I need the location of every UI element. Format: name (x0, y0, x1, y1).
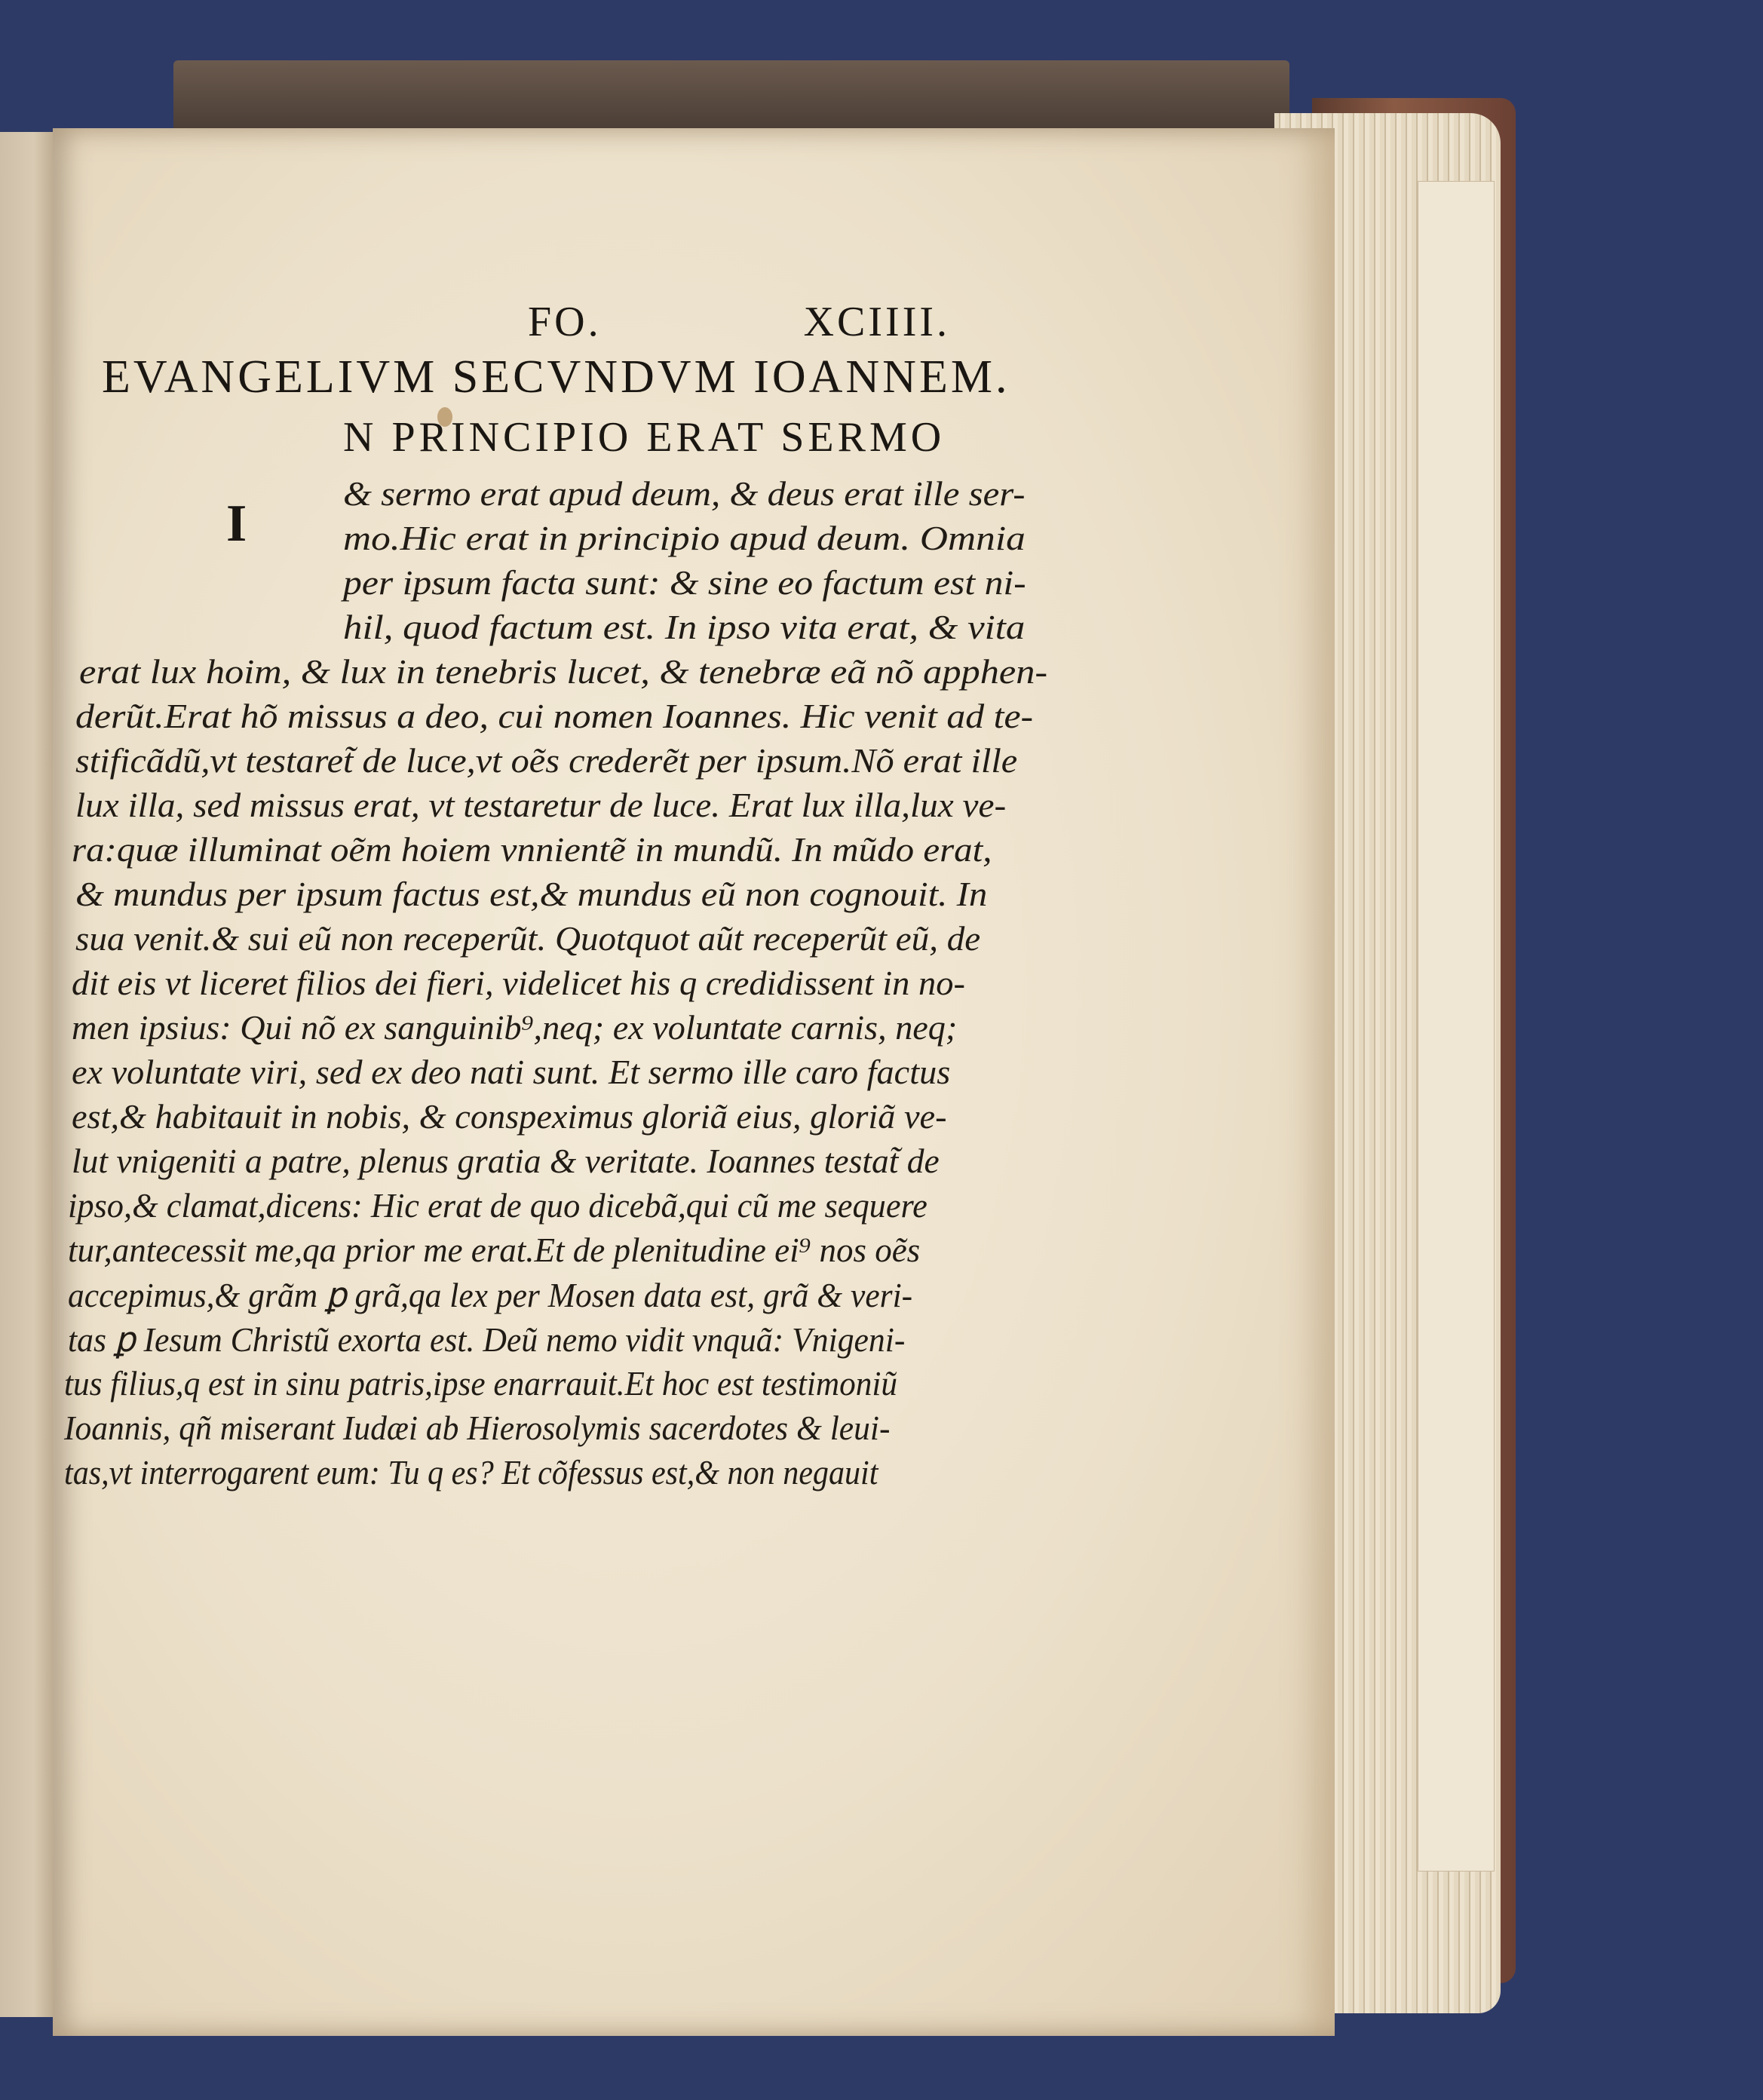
text-line: erat lux hoim, & lux in tenebris lucet, & tenebræ eã nõ apphen- (79, 652, 1048, 691)
text-line: ex voluntate viri, sed ex deo nati sunt. Et sermo ille caro factus (72, 1053, 951, 1091)
text-line: lut vnigeniti a patre, plenus gratia & veritate. Ioannes testat̃ de (72, 1142, 940, 1180)
book-cover-top (173, 60, 1289, 132)
text-line: accepimus,& grãm ꝑ grã,qa lex per Mosen data est, grã & veri- (68, 1276, 913, 1314)
text-line: tus filius,q est in sinu patris,ipse enarrauit.Et hoc est testimoniũ (64, 1364, 898, 1403)
page-title: EVANGELIVM SECVNDVM IOANNEM. (102, 351, 1010, 403)
text-line: & sermo erat apud deum, & deus erat ille ser- (343, 474, 1026, 513)
text-line: sua venit.& sui eũ non receperũt. Quotquot aũt receperũt eũ, de (75, 919, 981, 958)
folio-header (528, 298, 950, 346)
text-line: tur,antecessit me,qa prior me erat.Et de plenitudine ei⁹ nos oẽs (68, 1231, 921, 1269)
text-line: ra:quæ illuminat oẽm hoiem vnnientẽ in mundũ. In mũdo erat, (72, 830, 992, 869)
text-line: tas ꝑ Iesum Christũ exorta est. Deũ nemo vidit vnquã: Vnigeni- (68, 1320, 906, 1359)
initial-letter: I (226, 495, 247, 553)
text-line: est,& habitauit in nobis, & conspeximus gloriã eius, gloriã ve- (72, 1097, 947, 1136)
text-line: per ipsum facta sunt: & sine eo factum est ni- (343, 563, 1026, 602)
text-line: mo.Hic erat in principio apud deum. Omnia (343, 519, 1026, 557)
text-line: hil, quod factum est. In ipso vita erat, & vita (343, 608, 1026, 646)
text-line: stificãdũ,vt testaret̃ de luce,vt oẽs crederẽt per ipsum.Nõ erat ille (75, 741, 1018, 780)
text-line: men ipsius: Qui nõ ex sanguinib⁹,neq; ex voluntate carnis, neq; (72, 1008, 958, 1047)
left-page-edge (0, 132, 57, 2017)
incipit: N PRINCIPIO ERAT SERMO (343, 414, 946, 461)
text-line: tas,vt interrogarent eum: Tu q es? Et cõfessus est,& non negauit (64, 1453, 878, 1491)
text-line: derũt.Erat hõ missus a deo, cui nomen Ioannes. Hic venit ad te- (75, 697, 1034, 735)
text-line: Ioannis, qñ miserant Iudæi ab Hierosolymis sacerdotes & leui- (64, 1409, 891, 1447)
text-line: ipso,& clamat,dicens: Hic erat de quo dicebã,qui cũ me sequere (68, 1186, 927, 1225)
folio-label: FO. (528, 299, 602, 345)
inserted-slip (1418, 181, 1495, 1872)
text-line: lux illa, sed missus erat, vt testaretur de luce. Erat lux illa,lux ve- (75, 786, 1007, 824)
text-line: dit eis vt liceret filios dei fieri, videlicet his q credidissent in no- (72, 964, 965, 1002)
folio-number: XCIIII. (803, 299, 950, 345)
text-line: & mundus per ipsum factus est,& mundus eũ non cognouit. In (75, 875, 988, 913)
